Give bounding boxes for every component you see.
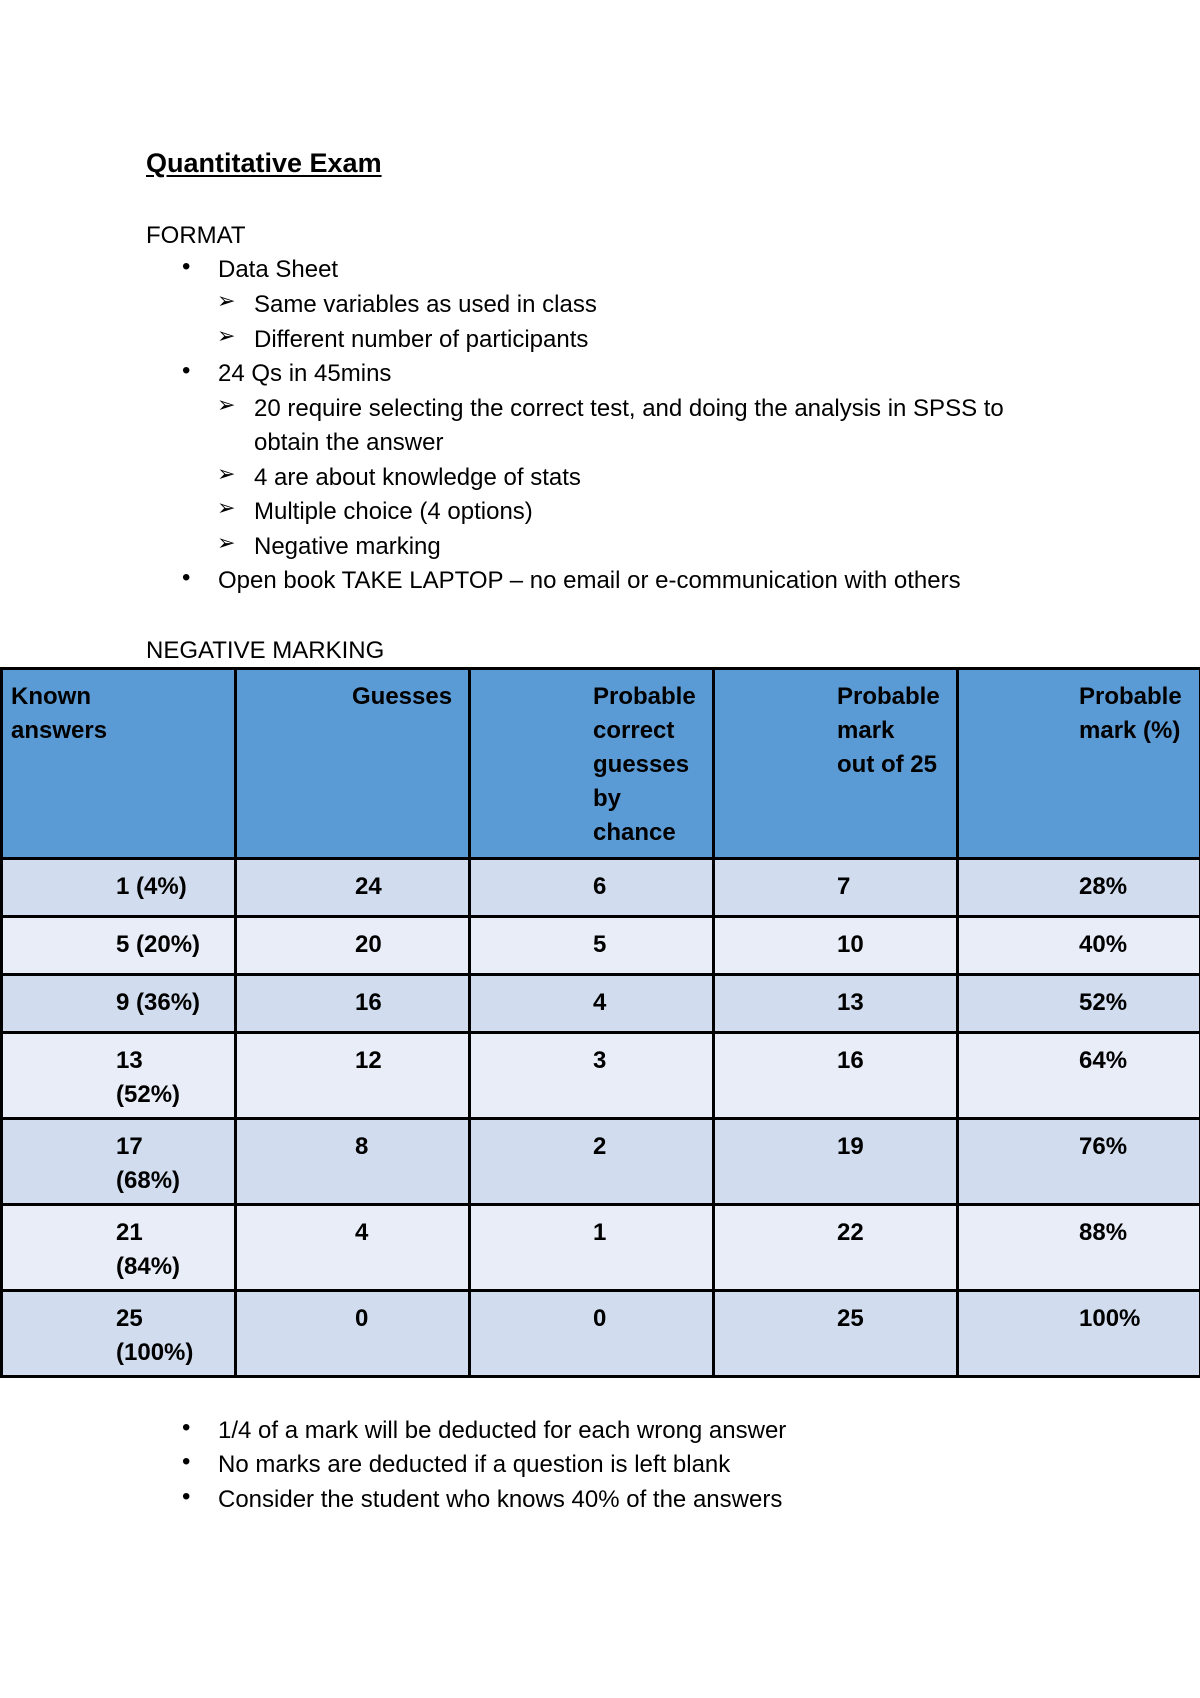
cell-probable-mark — [714, 859, 958, 917]
cell-text: 4 — [593, 989, 607, 1016]
table-row — [2, 1205, 1200, 1291]
table-row — [2, 1291, 1200, 1377]
bullet-icon: • — [182, 1448, 191, 1475]
cell-text: 100% — [1079, 1305, 1141, 1332]
cell-guesses — [236, 975, 470, 1033]
format-subitem-continued: obtain the answer — [254, 429, 444, 456]
format-subitem: Multiple choice (4 options) — [254, 498, 533, 525]
cell-probable-mark-percent — [958, 1119, 1200, 1205]
format-subitem: 20 require selecting the correct test, and doing the analysis in SPSS to — [254, 395, 1004, 422]
cell-probable-correct-guesses — [470, 1205, 714, 1291]
cell-probable-correct-guesses — [470, 1291, 714, 1377]
table-header-row — [2, 669, 1200, 859]
header-line: by — [593, 785, 622, 812]
negative-marking-heading: NEGATIVE MARKING — [146, 637, 385, 664]
column-header-probable-mark-out-of-25 — [714, 669, 958, 859]
cell-guesses — [236, 917, 470, 975]
format-item: 24 Qs in 45mins — [218, 360, 392, 387]
cell-text: 8 — [355, 1133, 369, 1160]
cell-text: 16 — [355, 989, 382, 1016]
arrow-bullet-icon: ➢ — [217, 461, 236, 486]
cell-text: 17 — [116, 1133, 143, 1160]
cell-text: 25 — [116, 1305, 143, 1332]
cell-guesses — [236, 1119, 470, 1205]
table-row — [2, 917, 1200, 975]
table-row — [2, 1119, 1200, 1205]
bullet-icon: • — [182, 253, 191, 280]
cell-probable-mark — [714, 1205, 958, 1291]
cell-probable-mark — [714, 975, 958, 1033]
cell-text: 28% — [1079, 873, 1128, 900]
cell-text: 25 — [837, 1305, 864, 1332]
cell-text: 88% — [1079, 1219, 1128, 1246]
cell-text: (52%) — [116, 1081, 181, 1108]
arrow-bullet-icon: ➢ — [217, 530, 236, 555]
header-line: Probable — [837, 683, 940, 710]
cell-probable-mark-percent — [958, 1205, 1200, 1291]
cell-known-answers — [2, 917, 236, 975]
format-heading: FORMAT — [146, 222, 246, 249]
header-line: Known — [11, 683, 91, 710]
cell-text: 13 — [837, 989, 864, 1016]
cell-probable-mark — [714, 917, 958, 975]
format-subitem: 4 are about knowledge of stats — [254, 464, 581, 491]
note-item: 1/4 of a mark will be deducted for each wrong answer — [218, 1417, 787, 1444]
arrow-bullet-icon: ➢ — [217, 288, 236, 313]
cell-text: 6 — [593, 873, 607, 900]
cell-probable-mark-percent — [958, 1291, 1200, 1377]
column-header-guesses — [236, 669, 470, 859]
cell-guesses — [236, 1205, 470, 1291]
bullet-icon: • — [182, 357, 191, 384]
format-subitem: Different number of participants — [254, 326, 589, 353]
cell-text: (84%) — [116, 1253, 181, 1280]
table-row — [2, 1033, 1200, 1119]
cell-known-answers — [2, 859, 236, 917]
cell-text: 0 — [593, 1305, 607, 1332]
page-title: Quantitative Exam — [146, 148, 382, 178]
cell-guesses — [236, 1291, 470, 1377]
note-item: No marks are deducted if a question is left blank — [218, 1451, 731, 1478]
cell-probable-mark — [714, 1033, 958, 1119]
cell-text: 1 (4%) — [116, 873, 187, 900]
cell-known-answers — [2, 1291, 236, 1377]
cell-text: 5 (20%) — [116, 931, 201, 958]
cell-text: 64% — [1079, 1047, 1128, 1074]
bullet-icon: • — [182, 1414, 191, 1441]
cell-probable-correct-guesses — [470, 1033, 714, 1119]
cell-guesses — [236, 1033, 470, 1119]
format-subitem: Same variables as used in class — [254, 291, 597, 318]
column-header-probable-mark-percent — [958, 669, 1200, 859]
cell-text: 3 — [593, 1047, 607, 1074]
cell-known-answers — [2, 975, 236, 1033]
cell-guesses — [236, 859, 470, 917]
format-item: Data Sheet — [218, 256, 339, 283]
header-line: chance — [593, 819, 676, 846]
format-item: Open book TAKE LAPTOP – no email or e-communication with others — [218, 567, 961, 594]
cell-text: 4 — [355, 1219, 369, 1246]
header-line: out of 25 — [837, 751, 937, 778]
cell-text: 21 — [116, 1219, 143, 1246]
bullet-icon: • — [182, 564, 191, 591]
format-subitem: Negative marking — [254, 533, 441, 560]
cell-text: (100%) — [116, 1339, 194, 1366]
cell-probable-mark-percent — [958, 975, 1200, 1033]
header-line: Probable — [593, 683, 696, 710]
column-header-known-answers — [2, 669, 236, 859]
header-line: answers — [11, 717, 108, 744]
column-header-probable-correct-guesses — [470, 669, 714, 859]
cell-text: 24 — [355, 873, 382, 900]
cell-probable-mark-percent — [958, 1033, 1200, 1119]
cell-known-answers — [2, 1033, 236, 1119]
cell-text: 16 — [837, 1047, 864, 1074]
cell-text: 52% — [1079, 989, 1128, 1016]
arrow-bullet-icon: ➢ — [217, 323, 236, 348]
cell-probable-mark-percent — [958, 917, 1200, 975]
cell-text: 9 (36%) — [116, 989, 201, 1016]
cell-text: 0 — [355, 1305, 369, 1332]
cell-text: 1 — [593, 1219, 607, 1246]
cell-text: 12 — [355, 1047, 382, 1074]
header-line: mark (%) — [1079, 717, 1181, 744]
negative-marking-table — [0, 667, 1200, 1378]
table-row — [2, 975, 1200, 1033]
header-line: mark — [837, 717, 895, 744]
cell-text: 7 — [837, 873, 851, 900]
arrow-bullet-icon: ➢ — [217, 495, 236, 520]
cell-probable-mark-percent — [958, 859, 1200, 917]
header-line: Probable — [1079, 683, 1182, 710]
header-line: Guesses — [352, 683, 453, 710]
note-item: Consider the student who knows 40% of the answers — [218, 1486, 783, 1513]
cell-text: 2 — [593, 1133, 607, 1160]
cell-text: 19 — [837, 1133, 864, 1160]
cell-probable-correct-guesses — [470, 917, 714, 975]
cell-text: 10 — [837, 931, 864, 958]
arrow-bullet-icon: ➢ — [217, 392, 236, 417]
cell-probable-mark — [714, 1291, 958, 1377]
cell-probable-correct-guesses — [470, 859, 714, 917]
cell-text: 13 — [116, 1047, 143, 1074]
header-line: guesses — [593, 751, 690, 778]
cell-probable-correct-guesses — [470, 1119, 714, 1205]
cell-text: 5 — [593, 931, 607, 958]
bullet-icon: • — [182, 1483, 191, 1510]
table-row — [2, 859, 1200, 917]
cell-text: (68%) — [116, 1167, 181, 1194]
header-line: correct — [593, 717, 675, 744]
cell-known-answers — [2, 1119, 236, 1205]
cell-text: 20 — [355, 931, 382, 958]
cell-text: 40% — [1079, 931, 1128, 958]
cell-probable-correct-guesses — [470, 975, 714, 1033]
cell-probable-mark — [714, 1119, 958, 1205]
cell-text: 76% — [1079, 1133, 1128, 1160]
cell-text: 22 — [837, 1219, 864, 1246]
cell-known-answers — [2, 1205, 236, 1291]
